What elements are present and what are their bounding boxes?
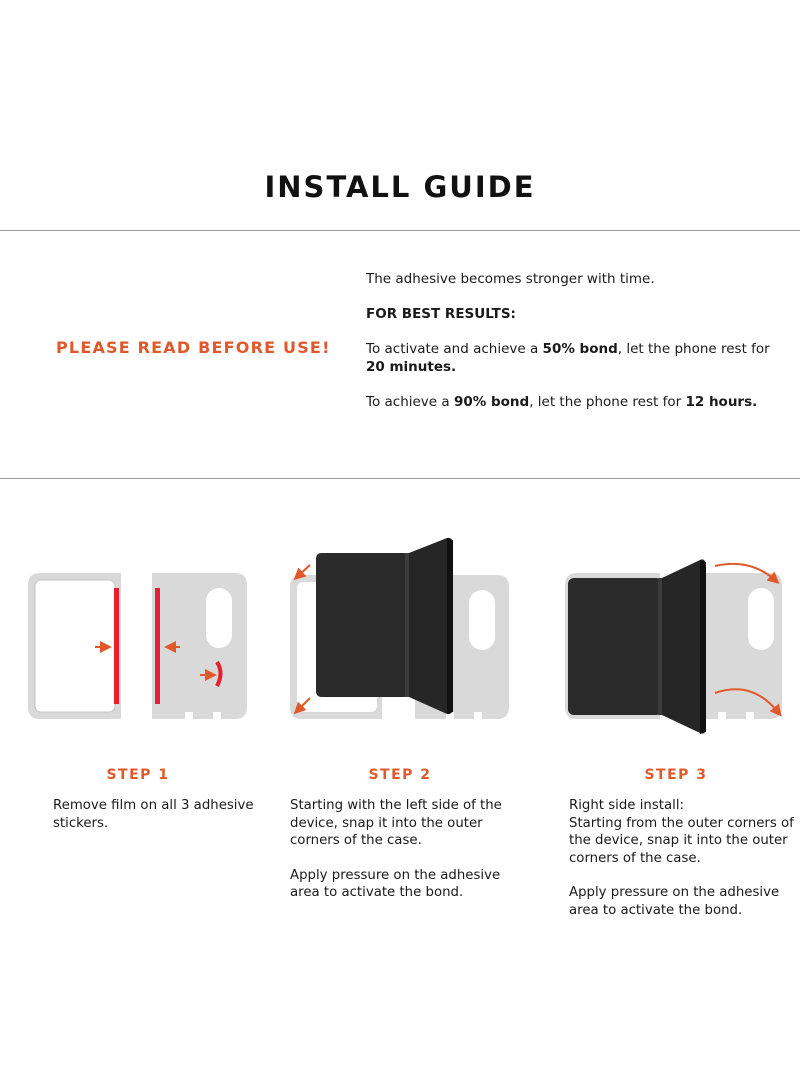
adhesive-sticker-right [155, 588, 160, 704]
warning-heading: PLEASE READ BEFORE USE! [56, 338, 331, 357]
case-right-half [152, 573, 247, 719]
step-2-description: Starting with the left side of the device, snap it into the outer corners of the case. Apply pressure on the adhesive area to activate the bond. [290, 798, 502, 900]
step-2-label: STEP 2 [368, 767, 432, 783]
adhesive-info [366, 270, 786, 411]
divider-middle [0, 478, 800, 479]
step-3-description: Right side install: Starting from the outer corners of the device, snap it into the outer corners of the case. Apply pressure on the adhesive area to activate the bond. [569, 798, 794, 918]
divider-top [0, 230, 800, 231]
adhesive-info-line: The adhesive becomes stronger with time. [366, 271, 655, 287]
best-results-heading: FOR BEST RESULTS: [366, 306, 516, 322]
case-left-half [28, 573, 121, 719]
step1-illustration [28, 573, 247, 719]
install-illustrations [0, 530, 800, 750]
step-3-label: STEP 3 [644, 767, 708, 783]
step3-illustration [565, 559, 782, 734]
full-bond-instruction: To achieve a 90% bond, let the phone rest for 12 hours. [366, 394, 758, 410]
step-1-label: STEP 1 [106, 767, 170, 783]
camera-cutout [206, 588, 232, 648]
folding-device [568, 559, 706, 734]
page-title: INSTALL GUIDE [264, 170, 536, 204]
step2-illustration [290, 538, 509, 719]
arrow-icon [298, 565, 310, 576]
adhesive-sticker-left [114, 588, 119, 704]
step-1-description: Remove film on all 3 adhesive stickers. [53, 798, 254, 831]
folding-device [316, 538, 453, 714]
activation-instruction: To activate and achieve a 50% bond, let the phone rest for 20 minutes. [366, 341, 770, 375]
